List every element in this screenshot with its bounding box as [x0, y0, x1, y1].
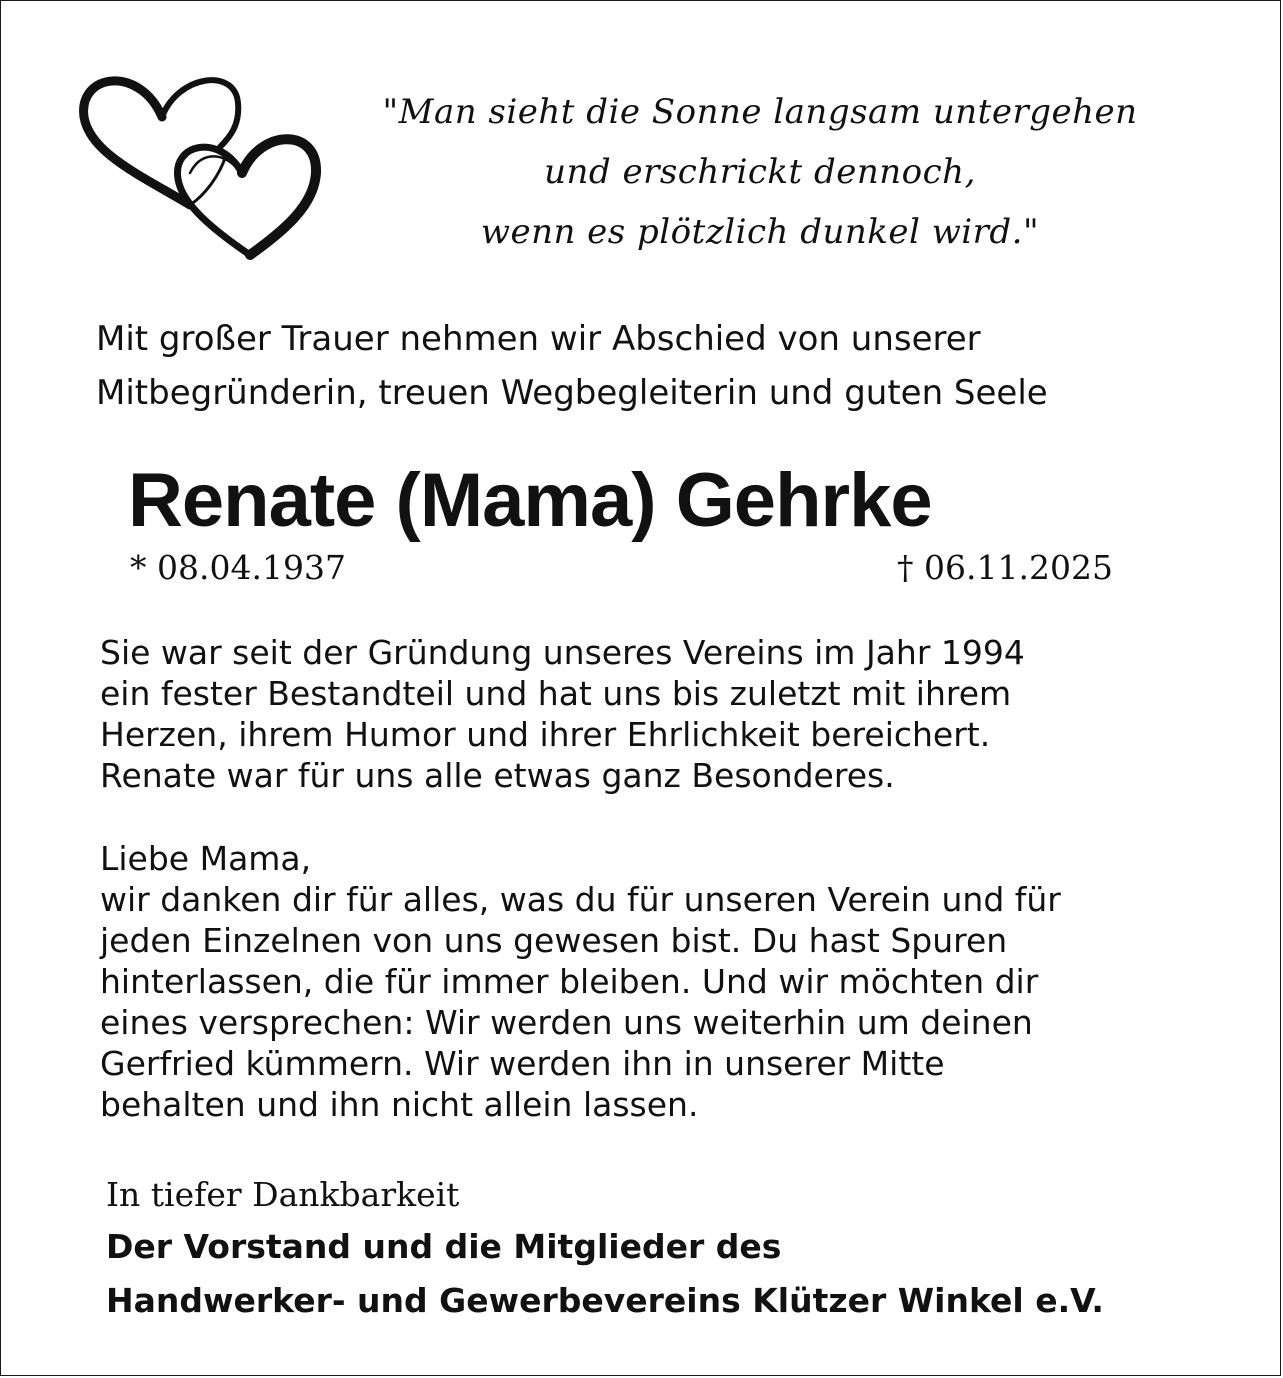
paragraph-line: behalten und ihn nicht allein lassen.	[100, 1085, 699, 1124]
paragraph-line: jeden Einzelnen von uns gewesen bist. Du hast Spuren	[100, 921, 1008, 960]
quote-line: wenn es plötzlich dunkel wird."	[480, 212, 1040, 252]
paragraph-line: eines versprechen: Wir werden uns weiterhin um deinen	[100, 1003, 1033, 1042]
tribute-paragraph-1	[100, 632, 1025, 796]
paragraph-line: hinterlassen, die für immer bleiben. Und wir möchten dir	[100, 962, 1039, 1001]
quote	[340, 82, 1180, 262]
quote-line: "Man sieht die Sonne langsam untergehen	[382, 92, 1138, 132]
death-date: † 06.11.2025	[897, 548, 1113, 587]
paragraph-line: wir danken dir für alles, was du für unseren Verein und für	[100, 880, 1061, 919]
paragraph-line: ein fester Bestandteil und hat uns bis zuletzt mit ihrem	[100, 674, 1012, 713]
birth-date: * 08.04.1937	[130, 548, 346, 587]
quote-line: und erschrickt dennoch,	[544, 152, 976, 192]
paragraph-line: Sie war seit der Gründung unseres Vereins im Jahr 1994	[100, 633, 1025, 672]
paragraph-line: Gerfried kümmern. Wir werden ihn in unserer Mitte	[100, 1044, 945, 1083]
two-hearts-icon	[70, 55, 330, 265]
intro-line: Mit großer Trauer nehmen wir Abschied von unserer	[96, 319, 981, 359]
deceased-name: Renate (Mama) Gehrke	[128, 458, 932, 543]
paragraph-line: Herzen, ihrem Humor und ihrer Ehrlichkeit bereichert.	[100, 715, 991, 754]
signature-line: Der Vorstand und die Mitglieder des	[106, 1227, 782, 1266]
paragraph-line: Liebe Mama,	[100, 839, 312, 878]
intro-text	[96, 312, 1048, 420]
intro-line: Mitbegründerin, treuen Wegbegleiterin und guten Seele	[96, 373, 1048, 413]
closing-phrase: In tiefer Dankbarkeit	[106, 1175, 460, 1214]
tribute-paragraph-2	[100, 838, 1061, 1125]
signature-line: Handwerker- und Gewerbevereins Klützer Winkel e.V.	[106, 1281, 1104, 1320]
paragraph-line: Renate war für uns alle etwas ganz Besonderes.	[100, 756, 895, 795]
